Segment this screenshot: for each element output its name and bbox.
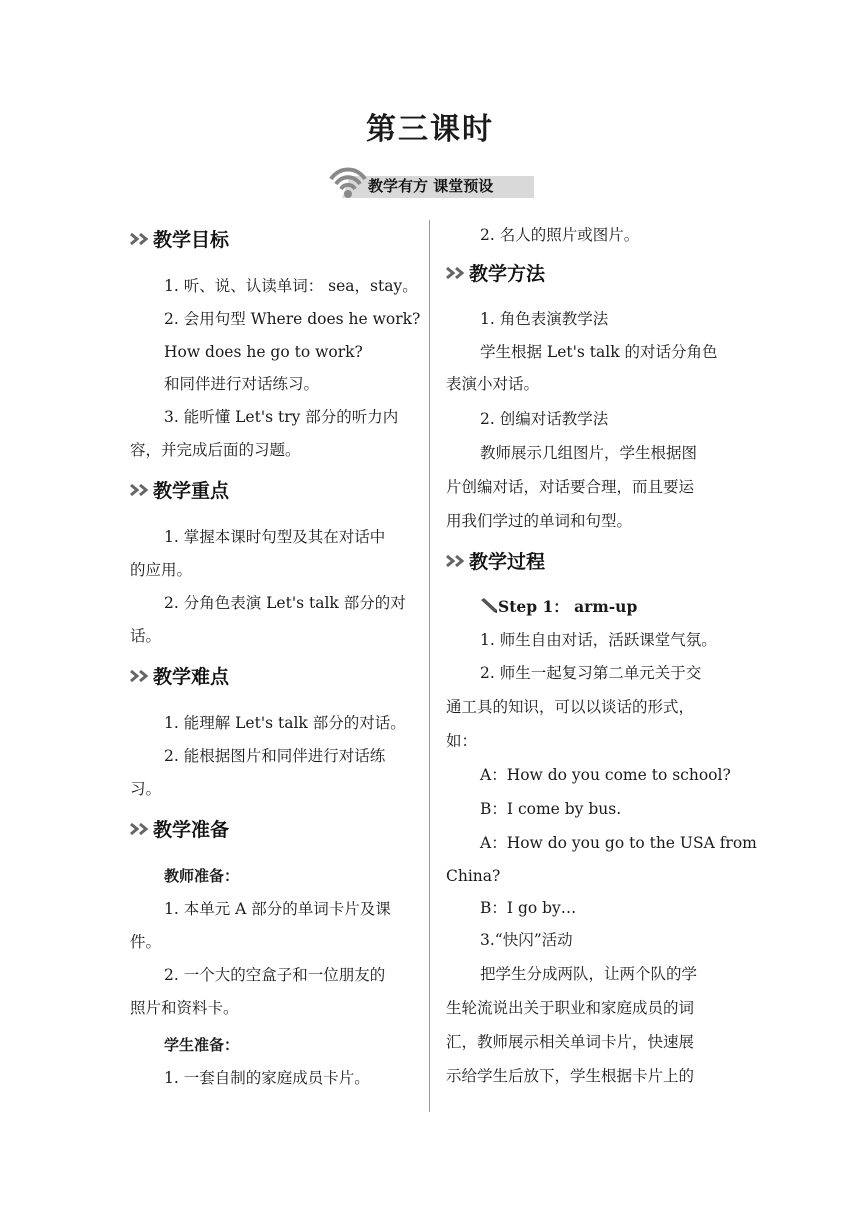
text-line: 话。 (130, 627, 162, 645)
student-prep-label: 学生准备： (164, 1036, 240, 1054)
text-line: 1. 听、说、认读单词： sea，stay。 (164, 277, 418, 295)
section-heading-key-points (130, 478, 229, 504)
double-chevron-icon (446, 266, 468, 280)
double-chevron-icon (130, 483, 152, 497)
text-line: 1. 师生自由对话，活跃课堂气氛。 (480, 631, 717, 649)
text-line: 2. 师生一起复习第二单元关于交 (480, 664, 702, 682)
text-line: 生轮流说出关于职业和家庭成员的词 (446, 999, 695, 1017)
section-heading-methods (446, 261, 545, 287)
text-line: 示给学生后放下，学生根据卡片上的 (446, 1067, 695, 1085)
text-line: 2. 分角色表演 Let's talk 部分的对 (164, 594, 406, 612)
text-line: 件。 (130, 933, 162, 951)
text-line: 教师展示几组图片，学生根据图 (480, 444, 698, 462)
page-title: 第三课时 (366, 112, 494, 147)
text-line: 照片和资料卡。 (130, 999, 239, 1017)
text-line: 片创编对话，对话要合理，而且要运 (446, 478, 695, 496)
text-line: 习。 (130, 780, 162, 798)
heading-text: 教学方法 (469, 263, 546, 285)
text-line: China? (446, 867, 501, 885)
text-line: B：I come by bus. (480, 800, 622, 818)
banner-label: 教学有方 课堂预设 (368, 177, 494, 195)
text-line: B：I go by… (480, 899, 577, 917)
column-divider (429, 220, 430, 1112)
text-line: A：How do you go to the USA from (480, 834, 757, 852)
text-line: 2. 会用句型 Where does he work? (164, 310, 421, 328)
text-line: 学生根据 Let's talk 的对话分角色 (480, 343, 718, 361)
double-chevron-icon (130, 232, 152, 246)
text-line: 通工具的知识，可以以谈话的形式， (446, 698, 695, 716)
heading-text: 教学难点 (153, 666, 230, 688)
text-line: 1. 能理解 Let's talk 部分的对话。 (164, 714, 406, 732)
text-line: 1. 掌握本课时句型及其在对话中 (164, 528, 386, 546)
text-line: 2. 创编对话教学法 (480, 410, 609, 428)
text-line: 用我们学过的单词和句型。 (446, 512, 633, 530)
text-line: 2. 一个大的空盒子和一位朋友的 (164, 966, 386, 984)
step-heading (480, 597, 637, 617)
heading-text: 教学重点 (153, 480, 230, 502)
heading-text: 教学目标 (153, 229, 230, 251)
section-heading-process (446, 549, 545, 575)
section-heading-goals (130, 227, 229, 253)
heading-text: 教学过程 (469, 551, 546, 573)
text-line: How does he go to work? (164, 343, 363, 361)
double-chevron-icon (130, 669, 152, 683)
teacher-prep-label: 教师准备： (164, 867, 240, 885)
text-line: 容，并完成后面的习题。 (130, 441, 301, 459)
text-line: 汇，教师展示相关单词卡片，快速展 (446, 1033, 695, 1051)
text-line: A：How do you come to school? (480, 766, 731, 784)
step-label: Step 1： arm-up (498, 597, 638, 616)
heading-text: 教学准备 (153, 819, 230, 841)
text-line: 的应用。 (130, 561, 193, 579)
text-line: 1. 角色表演教学法 (480, 310, 609, 328)
text-line: 3.“快闪”活动 (480, 931, 573, 949)
double-chevron-icon (130, 822, 152, 836)
text-line: 2. 名人的照片或图片。 (480, 226, 640, 244)
text-line: 表演小对话。 (446, 375, 540, 393)
text-line: 和同伴进行对话练习。 (164, 375, 320, 393)
section-banner (328, 163, 536, 203)
double-chevron-icon (446, 554, 468, 568)
text-line: 如： (446, 732, 478, 750)
text-line: 把学生分成两队，让两个队的学 (480, 965, 698, 983)
text-line: 1. 一套自制的家庭成员卡片。 (164, 1069, 370, 1087)
section-heading-preparation (130, 817, 229, 843)
wifi-icon (328, 163, 368, 203)
text-line: 1. 本单元 A 部分的单词卡片及课 (164, 900, 391, 918)
text-line: 2. 能根据图片和同伴进行对话练 (164, 747, 386, 765)
text-line: 3. 能听懂 Let's try 部分的听力内 (164, 408, 399, 426)
pencil-icon (480, 597, 498, 613)
section-heading-difficulties (130, 664, 229, 690)
